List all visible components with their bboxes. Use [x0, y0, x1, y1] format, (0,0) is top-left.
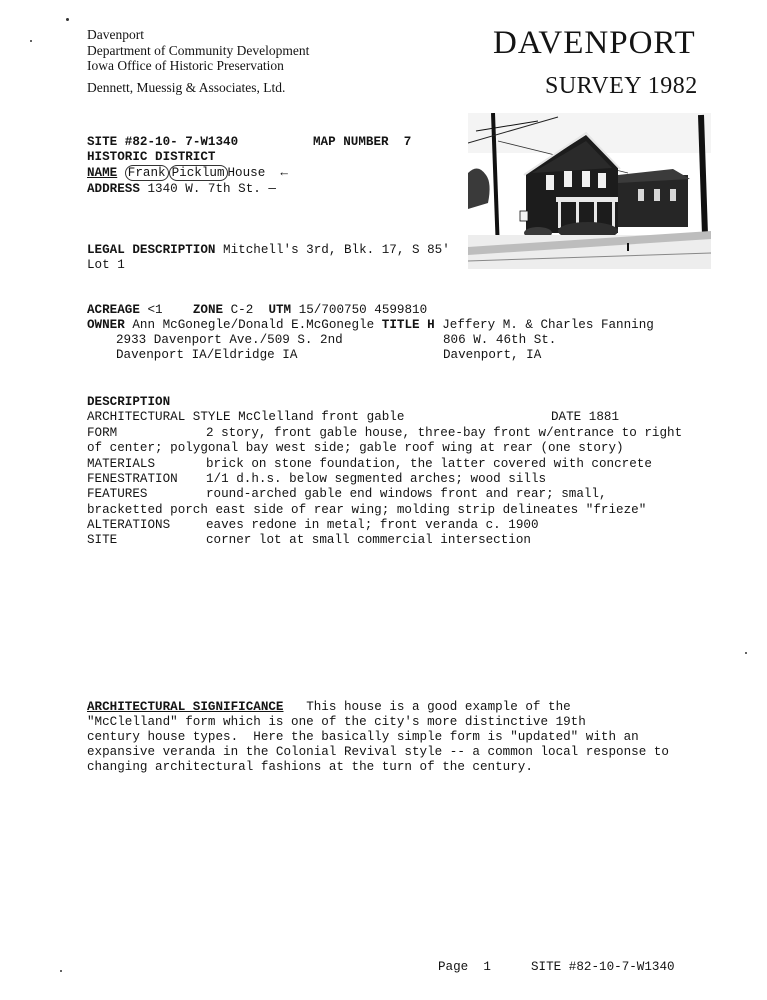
acreage-label: ACREAGE: [87, 303, 140, 317]
style-line: [87, 410, 404, 425]
owner-address-2: Davenport IA/Eldridge IA: [116, 348, 298, 362]
site-line: [87, 135, 238, 150]
handwritten-arrow-mark: ←: [280, 166, 288, 180]
firm-name: Dennett, Muessig & Associates, Ltd.: [87, 80, 286, 95]
address-line: [87, 182, 276, 197]
utm-value: 15/700750 4599810: [298, 303, 428, 317]
significance-line-4: expansive veranda in the Colonial Revival style -- a common local response to: [87, 745, 669, 759]
date-value: 1881: [588, 410, 620, 424]
document-title: DAVENPORT: [493, 25, 696, 61]
map-number-line: [313, 135, 411, 150]
alterations-label: ALTERATIONS: [87, 518, 171, 532]
site-setting-label: SITE: [87, 533, 118, 547]
legal-description-value: Mitchell's 3rd, Blk. 17, S 85': [223, 243, 450, 257]
utm-label: UTM: [268, 303, 292, 317]
scan-speck: [30, 40, 32, 42]
org-line-department: Department of Community Development: [87, 42, 310, 58]
form-label: FORM: [87, 426, 118, 440]
title-holder-label: TITLE H: [381, 318, 435, 332]
zone-value: C-2: [230, 303, 254, 317]
acreage-value: <1: [147, 303, 163, 317]
significance-line-2: "McClelland" form which is one of the city's more distinctive 19th: [87, 715, 586, 729]
site-number: #82-10- 7-W1340: [124, 135, 239, 149]
date-label: DATE: [551, 410, 582, 424]
address-value: 1340 W. 7th St.: [147, 182, 261, 196]
features-value-1: round-arched gable end windows front and rear; small,: [206, 487, 607, 501]
style-value: McClelland front gable: [238, 410, 405, 424]
legal-description-line: [87, 243, 450, 258]
handwritten-dash-mark: —: [268, 182, 276, 196]
site-label: SITE: [87, 135, 118, 149]
zone-label: ZONE: [192, 303, 224, 317]
significance-label: ARCHITECTURAL SIGNIFICANCE: [87, 700, 284, 714]
description-heading: DESCRIPTION: [87, 395, 171, 409]
survey-title: SURVEY 1982: [545, 73, 698, 99]
owner-label: OWNER: [87, 318, 125, 332]
name-first: Frank: [125, 165, 169, 181]
scan-speck: [745, 652, 747, 654]
significance-text-1: This house is a good example of the: [306, 700, 571, 714]
style-label: ARCHITECTURAL STYLE: [87, 410, 231, 424]
footer-site-number: SITE #82-10-7-W1340: [531, 960, 675, 974]
name-house: House: [227, 166, 266, 180]
materials-value: brick on stone foundation, the latter covered with concrete: [206, 457, 652, 471]
title-holder-address-1: 806 W. 46th St.: [443, 333, 557, 347]
house-photograph: [468, 113, 711, 269]
fenestration-value: 1/1 d.h.s. below segmented arches; wood sills: [206, 472, 547, 486]
form-value-2: of center; polygonal bay west side; gable roof wing at rear (one story): [87, 441, 624, 455]
name-label: NAME: [87, 166, 118, 180]
form-value-1: 2 story, front gable house, three-bay front w/entrance to right: [206, 426, 683, 440]
features-label: FEATURES: [87, 487, 148, 501]
organization-block: [87, 27, 309, 74]
date-line: [551, 410, 619, 425]
title-holder-address-2: Davenport, IA: [443, 348, 542, 362]
significance-line-3: century house types. Here the basically simple form is "updated" with an: [87, 730, 639, 744]
name-line: [87, 166, 288, 181]
acreage-line: [87, 303, 427, 318]
significance-line-5: changing architectural fashions at the turn of the century.: [87, 760, 533, 774]
scan-speck: [66, 18, 69, 21]
owner-address-1: 2933 Davenport Ave./509 S. 2nd: [116, 333, 343, 347]
legal-description-lot: Lot 1: [87, 258, 125, 272]
scan-speck: [60, 970, 62, 972]
title-holder-name: Jeffery M. & Charles Fanning: [442, 318, 654, 332]
materials-label: MATERIALS: [87, 457, 156, 471]
map-number-value: 7: [403, 135, 412, 149]
page-number: Page 1: [438, 960, 491, 974]
map-number-label: MAP NUMBER: [313, 135, 389, 149]
features-value-2: bracketted porch east side of rear wing; molding strip delineates "frieze": [87, 503, 647, 517]
owner-line-1: [87, 318, 654, 333]
historic-district-label: HISTORIC DISTRICT: [87, 150, 216, 164]
site-setting-value: corner lot at small commercial intersection: [206, 533, 531, 547]
significance-line-1: [87, 700, 571, 715]
fenestration-label: FENESTRATION: [87, 472, 178, 486]
name-last: Picklum: [169, 165, 228, 181]
owner-name: Ann McGonegle/Donald E.McGonegle: [132, 318, 375, 332]
alterations-value: eaves redone in metal; front veranda c. 1900: [206, 518, 539, 532]
address-label: ADDRESS: [87, 182, 140, 196]
org-line-office: Iowa Office of Historic Preservation: [87, 58, 284, 73]
legal-description-label: LEGAL DESCRIPTION: [87, 243, 216, 257]
org-line-city: Davenport: [87, 27, 144, 42]
